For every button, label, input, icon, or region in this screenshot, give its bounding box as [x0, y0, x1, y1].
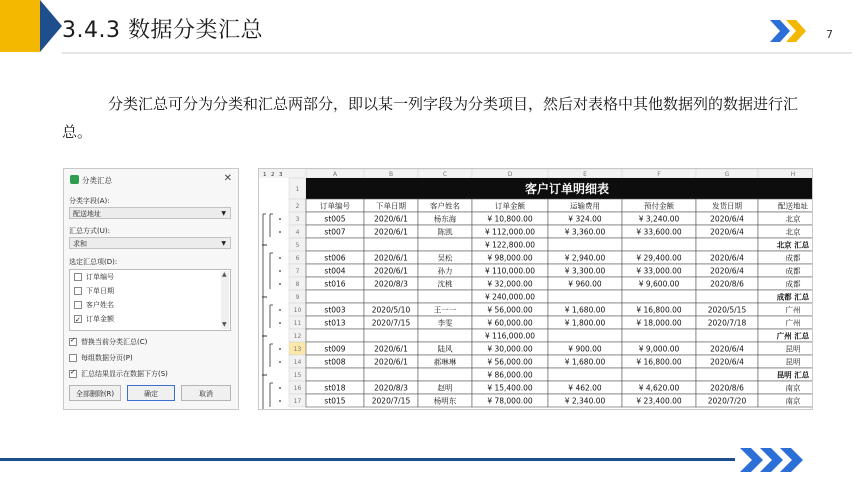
row-number: 8	[295, 281, 300, 288]
table-cell-text: st009	[324, 344, 346, 354]
table-cell-text: ¥ 462.00	[568, 383, 602, 393]
table-cell-text: ¥ 2,940.00	[564, 253, 606, 263]
chevron-icon	[740, 448, 820, 476]
table-cell	[548, 368, 622, 381]
table-cell-text: st007	[324, 227, 346, 237]
table-cell-text: 昆明 汇总	[776, 370, 810, 380]
table-cell-text: 陈凯	[437, 227, 453, 237]
outline-level-button: 2	[271, 172, 275, 178]
row-number: 1	[295, 186, 300, 193]
row-number: 3	[295, 216, 300, 223]
table-cell-text: 赵明	[437, 383, 453, 393]
table-cell	[548, 290, 622, 303]
table-cell-text: ¥ 960.00	[568, 279, 602, 289]
table-cell	[622, 290, 696, 303]
scroll-up-icon[interactable]: ▲	[222, 271, 227, 278]
table-cell-text: ¥ 16,800.00	[636, 305, 682, 315]
table-cell-text: ¥ 9,600.00	[638, 279, 680, 289]
table-cell-text: 2020/6/4	[710, 357, 744, 367]
table-cell-text: ¥ 1,800.00	[564, 318, 606, 328]
checkbox[interactable]	[74, 287, 82, 295]
spreadsheet-grid[interactable]	[259, 169, 812, 409]
column-header	[758, 169, 812, 178]
table-cell-text: 陆风	[437, 344, 453, 354]
header-cell-text: 预付金额	[644, 201, 674, 211]
table-cell-text: ¥ 30,000.00	[487, 344, 533, 354]
remove-all-button[interactable]: 全部删除(R)	[69, 385, 121, 401]
table-cell-text: ¥ 86,000.00	[487, 370, 533, 380]
table-cell-text: 广州	[785, 318, 801, 328]
table-cell-text: 北京	[785, 214, 801, 224]
table-cell-text: ¥ 122,800.00	[484, 240, 536, 250]
table-cell	[306, 368, 364, 381]
dialog-title: 分类汇总	[82, 176, 112, 185]
table-cell-text: ¥ 18,000.00	[636, 318, 682, 328]
row-number: 2	[295, 203, 300, 210]
outline-level-button: 1	[263, 172, 267, 178]
body-paragraph: 分类汇总可分为分类和汇总两部分，即以某一列字段为分类项目，然后对表格中其他数据列的数据进行汇总。	[62, 95, 799, 141]
table-cell-text: ¥ 56,000.00	[487, 357, 533, 367]
table-cell-text: ¥ 1,680.00	[564, 305, 606, 315]
table-cell	[622, 238, 696, 251]
table-cell-text: ¥ 78,000.00	[487, 396, 533, 406]
table-cell-text: ¥ 56,000.00	[487, 305, 533, 315]
header-cell-text: 配送地址	[778, 201, 808, 211]
table-cell-text: 成都 汇总	[776, 292, 810, 302]
close-icon[interactable]: ✕	[223, 173, 232, 184]
table-cell	[306, 290, 364, 303]
table-cell	[306, 329, 364, 342]
table-cell-text: st003	[324, 305, 346, 315]
table-cell-text: 沈桃	[437, 279, 453, 289]
table-cell-text: 成都	[785, 253, 801, 263]
table-cell-text: ¥ 16,800.00	[636, 357, 682, 367]
table-cell	[364, 329, 418, 342]
checkbox[interactable]	[69, 370, 77, 378]
dropdown-arrow-icon: ▼	[221, 210, 226, 217]
table-cell-text: ¥ 324.00	[568, 214, 602, 224]
table-cell-text: 广州	[785, 305, 801, 315]
list-item[interactable]: 下单日期	[70, 284, 230, 298]
header-cell-text: 下单日期	[376, 201, 406, 211]
table-cell-text: 郝琳琳	[433, 357, 457, 367]
method-label: 汇总方式(U):	[69, 227, 110, 235]
items-label: 选定汇总项(D):	[69, 258, 118, 266]
checkbox[interactable]	[74, 273, 82, 281]
table-cell-text: st006	[324, 253, 346, 263]
table-cell-text: st005	[324, 214, 346, 224]
table-cell-text: 王一一	[433, 305, 457, 315]
table-cell-text: ¥ 3,240.00	[638, 214, 680, 224]
table-cell-text: 李雯	[437, 318, 453, 328]
table-cell	[696, 329, 758, 342]
table-cell-text: ¥ 112,000.00	[484, 227, 536, 237]
table-cell-text: 北京	[785, 227, 801, 237]
list-item[interactable]: 订单编号	[70, 270, 230, 284]
checkbox[interactable]	[69, 354, 77, 362]
header-cell-text: 订单金额	[495, 201, 525, 211]
list-item[interactable]: 客户姓名	[70, 298, 230, 312]
row-number: 5	[295, 242, 300, 249]
footer-line	[0, 458, 735, 461]
column-header-label: A	[332, 171, 338, 178]
outline-dot	[279, 309, 281, 311]
outline-dot	[279, 257, 281, 259]
table-cell	[364, 290, 418, 303]
table-cell	[548, 329, 622, 342]
outline-dot	[279, 283, 281, 285]
table-cell-text: 2020/8/6	[710, 383, 744, 393]
row-number: 16	[293, 385, 302, 392]
table-cell	[418, 329, 472, 342]
sheet-title: 客户订单明细表	[524, 182, 610, 196]
table-cell	[622, 368, 696, 381]
table-cell-text: 南京	[785, 383, 801, 393]
header-cell-text: 订单编号	[320, 201, 350, 211]
table-cell-text: ¥ 900.00	[568, 344, 602, 354]
table-cell-text: 2020/6/4	[710, 253, 744, 263]
table-cell-text: 昆明	[785, 357, 801, 367]
table-cell-text: ¥ 110,000.00	[484, 266, 536, 276]
outline-dot	[279, 218, 281, 220]
row-number: 17	[293, 398, 302, 405]
table-cell-text: 2020/6/1	[374, 357, 408, 367]
row-number: 12	[293, 333, 302, 340]
table-cell-text: 2020/6/4	[710, 214, 744, 224]
chevron-icon	[770, 20, 816, 46]
header-cell-text: 运输费用	[570, 201, 600, 211]
spreadsheet	[258, 168, 813, 410]
column-header-label: D	[507, 171, 513, 178]
table-cell-text: ¥ 29,400.00	[636, 253, 682, 263]
row-number: 7	[295, 268, 300, 275]
table-cell-text: 2020/6/1	[374, 266, 408, 276]
outline-dot	[279, 348, 281, 350]
outline-dot	[279, 361, 281, 363]
table-cell	[418, 368, 472, 381]
table-cell-text: 昆明	[785, 344, 801, 354]
table-cell-text: 2020/8/3	[374, 383, 408, 393]
table-cell	[622, 329, 696, 342]
outline-level-button: 3	[279, 172, 283, 178]
items-listbox[interactable]	[69, 269, 231, 331]
row-number: 13	[293, 346, 302, 353]
table-cell-text: 2020/8/3	[374, 279, 408, 289]
table-cell-text: ¥ 33,000.00	[636, 266, 682, 276]
table-cell-text: ¥ 15,400.00	[487, 383, 533, 393]
row-number: 15	[293, 372, 302, 379]
table-cell-text: 2020/6/1	[374, 227, 408, 237]
table-cell-text: ¥ 1,680.00	[564, 357, 606, 367]
outline-dot	[279, 387, 281, 389]
table-cell-text: 2020/6/4	[710, 266, 744, 276]
column-header-label: H	[790, 171, 796, 178]
table-cell-text: ¥ 2,340.00	[564, 396, 606, 406]
checkbox[interactable]	[74, 315, 82, 323]
table-cell-text: st015	[324, 396, 346, 406]
table-cell	[418, 290, 472, 303]
row-number: 4	[295, 229, 300, 236]
table-cell-text: 2020/7/15	[371, 396, 411, 406]
table-cell-text: 成都	[785, 279, 801, 289]
table-cell-text: 2020/8/6	[710, 279, 744, 289]
table-cell-text: 广州 汇总	[776, 331, 810, 341]
row-number: 11	[293, 320, 302, 327]
checkbox[interactable]	[69, 338, 77, 346]
column-header-label: G	[724, 171, 730, 178]
table-cell-text: ¥ 23,400.00	[636, 396, 682, 406]
table-cell-text: ¥ 4,620.00	[638, 383, 680, 393]
table-cell	[696, 290, 758, 303]
table-cell-text: st008	[324, 357, 346, 367]
dropdown-arrow-icon: ▼	[221, 240, 226, 247]
page-number: 7	[826, 28, 833, 41]
subtotal-dialog	[63, 168, 239, 410]
table-cell-text: 北京 汇总	[776, 240, 810, 250]
outline-dot	[279, 270, 281, 272]
table-cell-text: st013	[324, 318, 346, 328]
ok-button[interactable]: 确定	[127, 385, 175, 401]
row-number: 9	[295, 294, 300, 301]
slide-title: 3.4.3 数据分类汇总	[62, 18, 263, 43]
table-cell	[364, 238, 418, 251]
scrollbar[interactable]	[221, 271, 229, 329]
table-cell-text: 2020/5/10	[371, 305, 411, 315]
table-cell-text: st004	[324, 266, 346, 276]
table-cell	[696, 368, 758, 381]
cancel-button[interactable]: 取消	[181, 385, 231, 401]
table-cell-text: ¥ 98,000.00	[487, 253, 533, 263]
table-cell-text: ¥ 10,800.00	[487, 214, 533, 224]
table-cell-text: 2020/6/4	[710, 344, 744, 354]
table-cell-text: ¥ 32,000.00	[487, 279, 533, 289]
table-cell-text: 吴松	[437, 253, 453, 263]
table-cell-text: st018	[324, 383, 346, 393]
table-cell-text: ¥ 60,000.00	[487, 318, 533, 328]
outline-dot	[279, 400, 281, 402]
column-header-label: E	[583, 171, 587, 178]
table-cell-text: 2020/7/18	[707, 318, 747, 328]
method-select[interactable]: 求和 ▼	[69, 237, 231, 249]
scroll-down-icon[interactable]: ▼	[222, 321, 227, 328]
table-cell-text: 孙力	[437, 266, 453, 276]
table-cell	[306, 238, 364, 251]
header-underline	[62, 52, 852, 54]
header-cell-text: 客户姓名	[430, 201, 460, 211]
table-cell-text: 杨东海	[433, 214, 457, 224]
table-cell-text: 2020/5/15	[707, 305, 747, 315]
header-cell-text: 发货日期	[712, 201, 742, 211]
table-cell	[548, 238, 622, 251]
table-cell-text: ¥ 3,300.00	[564, 266, 606, 276]
table-cell-text: 2020/7/20	[707, 396, 747, 406]
table-cell-text: ¥ 116,000.00	[484, 331, 536, 341]
outline-dot	[279, 322, 281, 324]
column-header-label: C	[442, 171, 448, 178]
row-number: 6	[295, 255, 300, 262]
table-cell-text: 南京	[785, 396, 801, 406]
table-cell-text: 2020/6/4	[710, 227, 744, 237]
option-replace[interactable]: ✓替换当前分类汇总(C)	[69, 337, 147, 347]
field-select[interactable]: 配送地址 ▼	[69, 207, 231, 219]
table-cell-text: st016	[324, 279, 346, 289]
table-cell	[364, 368, 418, 381]
checkbox[interactable]	[74, 301, 82, 309]
table-cell-text: 2020/6/1	[374, 253, 408, 263]
table-cell-text: ¥ 33,600.00	[636, 227, 682, 237]
option-summary-below[interactable]: ✓汇总结果显示在数据下方(S)	[69, 369, 168, 379]
header-accent	[0, 0, 40, 52]
column-header-label: B	[388, 171, 394, 178]
table-cell-text: ¥ 9,000.00	[638, 344, 680, 354]
table-cell-text: ¥ 240,000.00	[484, 292, 536, 302]
table-cell-text: 成都	[785, 266, 801, 276]
table-cell-text: 2020/6/1	[374, 344, 408, 354]
table-cell	[696, 238, 758, 251]
table-cell	[418, 238, 472, 251]
table-cell-text: 2020/6/1	[374, 214, 408, 224]
row-number: 10	[293, 307, 302, 314]
field-label: 分类字段(A):	[69, 197, 110, 205]
option-page-break[interactable]: 每组数据分页(P)	[69, 353, 133, 363]
table-cell-text: 2020/7/15	[371, 318, 411, 328]
table-cell-text: 杨明东	[433, 396, 457, 406]
row-number: 14	[293, 359, 302, 366]
list-item[interactable]: ✓订单金额	[70, 312, 230, 326]
table-cell-text: ¥ 3,360.00	[564, 227, 606, 237]
outline-dot	[279, 231, 281, 233]
column-header-label: F	[657, 171, 661, 178]
